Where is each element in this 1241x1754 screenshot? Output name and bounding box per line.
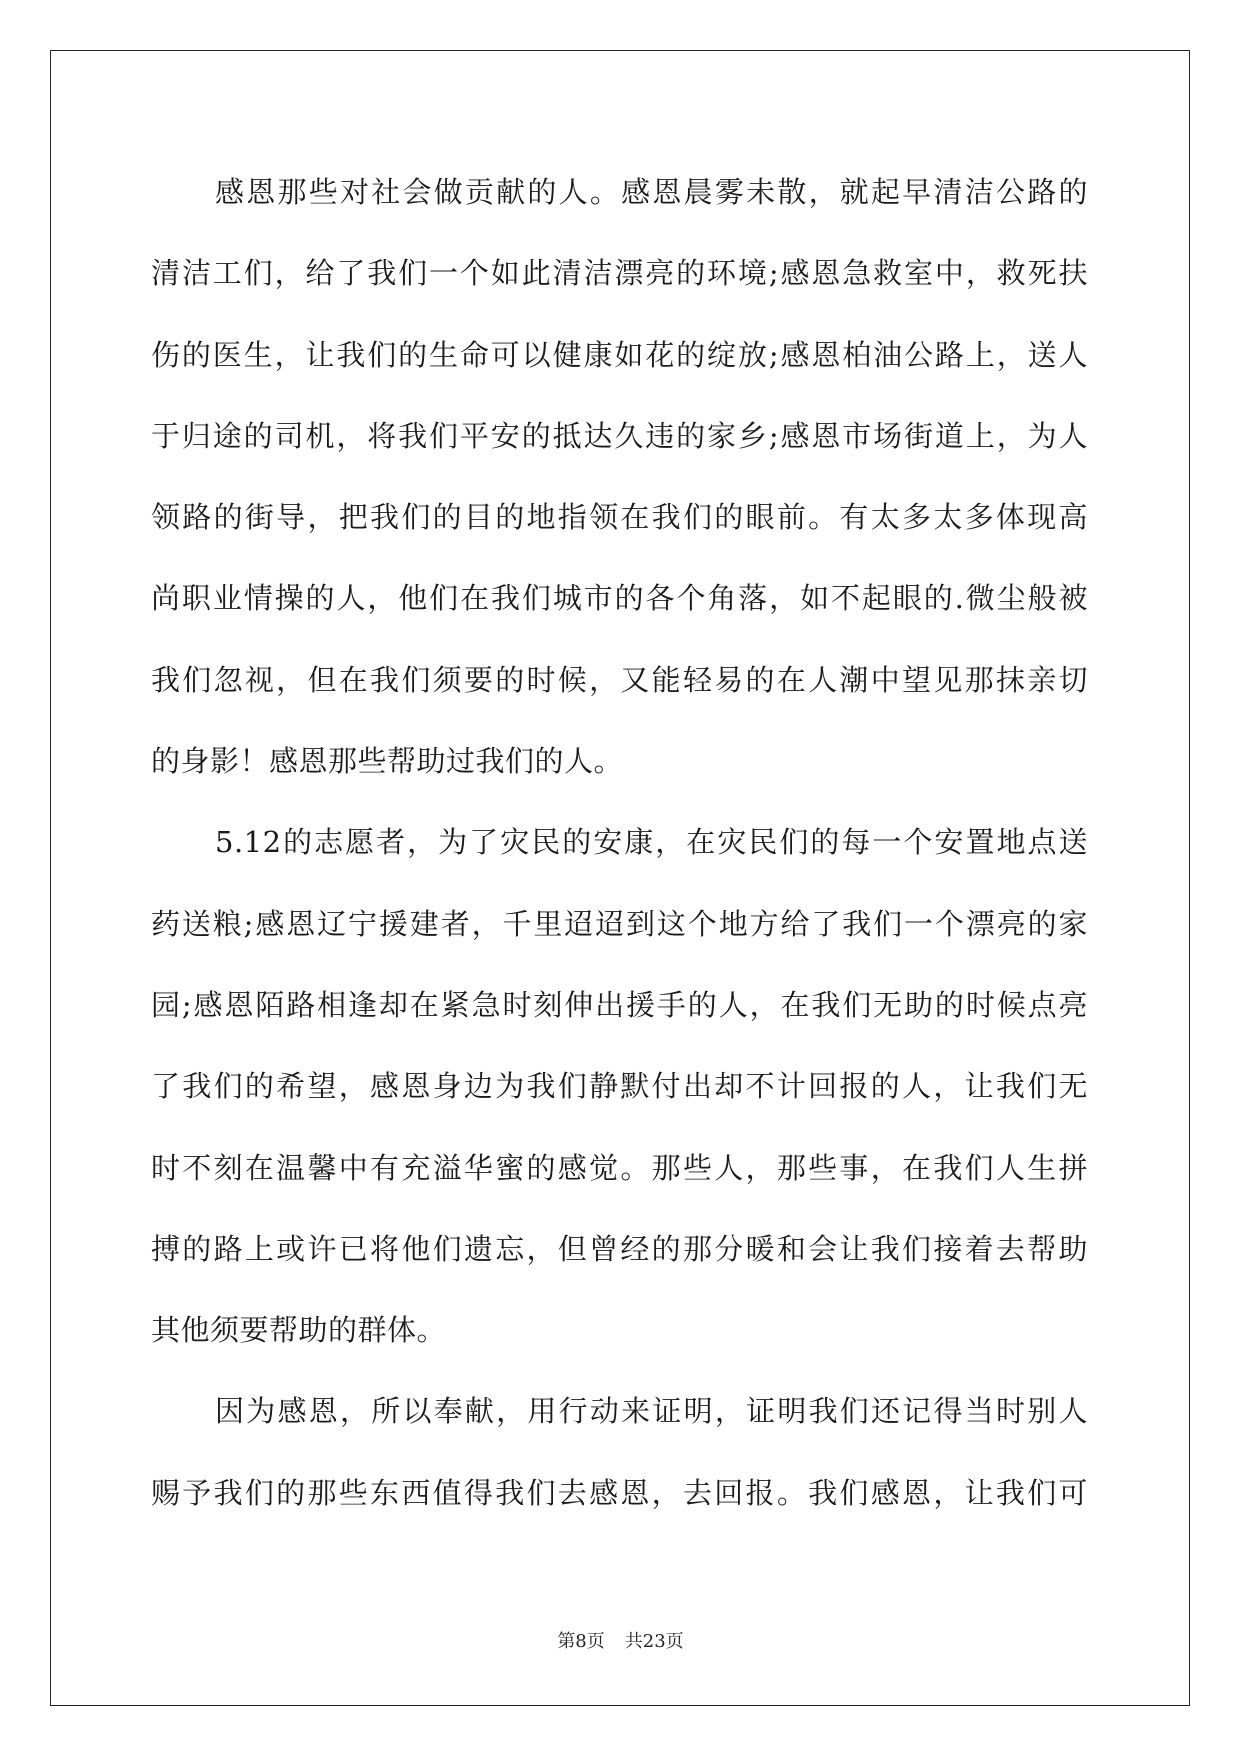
- text-line: 尚职业情操的人，他们在我们城市的各个角落，如不起眼的.微尘般被: [151, 581, 1088, 616]
- page-number: 第8页: [557, 1631, 605, 1652]
- text-line: 我们忽视，但在我们须要的时候，又能轻易的在人潮中望见那抹亲切: [151, 662, 1088, 697]
- text-line: 药送粮;感恩辽宁援建者，千里迢迢到这个地方给了我们一个漂亮的家: [151, 906, 1088, 941]
- text-line: 因为感恩，所以奉献，用行动来证明，证明我们还记得当时别人: [215, 1394, 1088, 1429]
- text-line: 了我们的希望，感恩身边为我们静默付出却不计回报的人，让我们无: [151, 1069, 1088, 1104]
- paragraph: [151, 1371, 1088, 1534]
- text-line: 清洁工们，给了我们一个如此清洁漂亮的环境;感恩急救室中，救死扶: [151, 256, 1088, 291]
- paragraph: [151, 802, 1088, 1371]
- text-line: 园;感恩陌路相逢却在紧急时刻伸出援手的人，在我们无助的时候点亮: [151, 987, 1088, 1022]
- text-line: 感恩那些对社会做贡献的人。感恩晨雾未散，就起早清洁公路的: [215, 175, 1088, 209]
- text-line: 的身影！感恩那些帮助过我们的人。: [151, 744, 624, 779]
- text-line: 搏的路上或许已将他们遗忘，但曾经的那分暖和会让我们接着去帮助: [151, 1231, 1088, 1266]
- text-line: 其他须要帮助的群体。: [151, 1313, 447, 1348]
- text-line: 伤的医生，让我们的生命可以健康如花的绽放;感恩柏油公路上，送人: [151, 337, 1088, 372]
- text-line: 于归途的司机，将我们平安的抵达久违的家乡;感恩市场街道上，为人: [151, 418, 1088, 453]
- document-body: [151, 152, 1088, 1534]
- paragraph: [151, 152, 1088, 802]
- page-footer: [0, 1628, 1241, 1656]
- page-total: 共23页: [624, 1631, 684, 1652]
- text-line: 赐予我们的那些东西值得我们去感恩，去回报。我们感恩，让我们可: [151, 1475, 1088, 1510]
- text-line: 时不刻在温馨中有充溢华蜜的感觉。那些人，那些事，在我们人生拼: [151, 1150, 1088, 1185]
- text-line: 5.12的志愿者，为了灾民的安康，在灾民们的每一个安置地点送: [215, 825, 1088, 860]
- text-line: 领路的街导，把我们的目的地指领在我们的眼前。有太多太多体现高: [151, 500, 1088, 535]
